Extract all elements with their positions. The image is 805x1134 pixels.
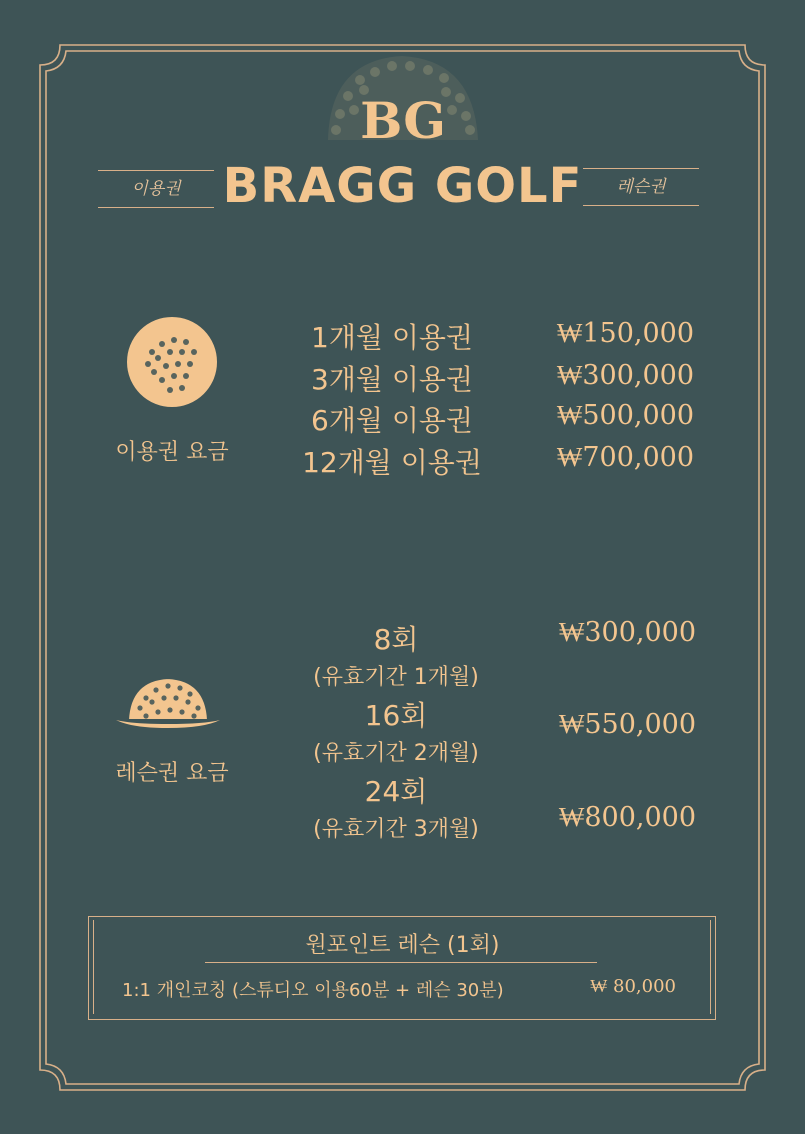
membership-item-name: 12개월 이용권 (302, 446, 482, 479)
lesson-price: ₩800,000 (558, 802, 696, 833)
onepoint-price: ₩ 80,000 (590, 976, 676, 997)
membership-item-price: ₩700,000 (556, 442, 694, 473)
lesson-validity: (유효기간 3개월) (313, 817, 479, 842)
membership-label: 이용권 요금 (115, 440, 229, 465)
lesson-count: 8회 (373, 623, 419, 656)
tag-membership: 이용권 (98, 170, 214, 208)
svg-text:BG: BG (360, 91, 446, 150)
onepoint-title: 원포인트 레슨 (1회) (305, 933, 500, 958)
lesson-count: 24회 (364, 775, 428, 808)
lesson-price: ₩550,000 (558, 709, 696, 740)
brand-title: BRAGG GOLF (222, 158, 583, 214)
lesson-count: 16회 (364, 699, 428, 732)
lesson-validity: (유효기간 1개월) (313, 665, 479, 690)
membership-item-name: 6개월 이용권 (311, 404, 473, 437)
membership-item-price: ₩300,000 (556, 360, 694, 391)
onepoint-description: 1:1 개인코칭 (스튜디오 이용60분 + 레슨 30분) (122, 980, 504, 1001)
lesson-label: 레슨권 요금 (115, 761, 229, 786)
tag-lesson: 레슨권 (583, 168, 699, 206)
membership-item-name: 3개월 이용권 (311, 363, 473, 396)
lesson-price: ₩300,000 (558, 617, 696, 648)
golf-ball-half-icon (112, 672, 224, 732)
membership-item-name: 1개월 이용권 (311, 321, 473, 354)
brand-logo (360, 86, 446, 150)
membership-item-price: ₩500,000 (556, 400, 694, 431)
membership-item-price: ₩150,000 (556, 318, 694, 349)
onepoint-divider (205, 962, 597, 963)
lesson-validity: (유효기간 2개월) (313, 741, 479, 766)
golf-ball-icon (122, 312, 222, 412)
